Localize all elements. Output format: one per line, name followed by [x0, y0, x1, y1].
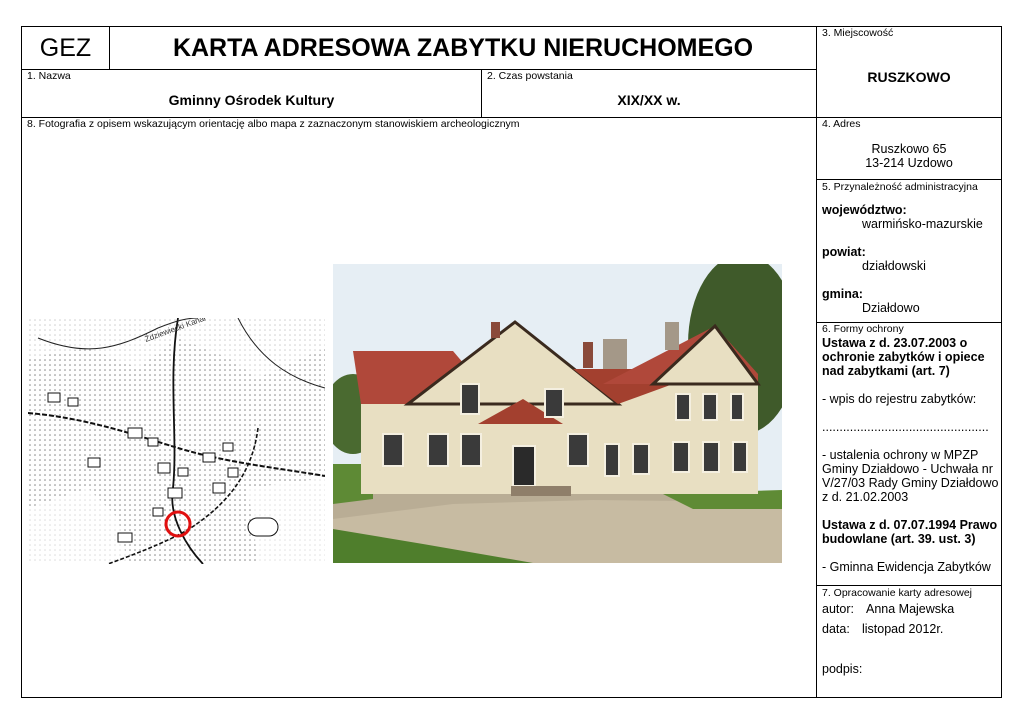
building-photo-drawing	[333, 264, 782, 563]
formy-ustawa-1-line-3: nad zabytkami (art. 7)	[822, 364, 950, 378]
podpis-label: podpis:	[822, 662, 863, 676]
powiat-value: działdowski	[862, 259, 926, 273]
divider-header-bottom	[21, 69, 817, 70]
autor-label: autor:	[822, 602, 854, 616]
field-formy-label: 6. Formy ochrony	[822, 323, 904, 335]
building-photo	[333, 264, 782, 563]
field-czas-value: XIX/XX w.	[617, 92, 681, 108]
powiat-label: powiat:	[822, 245, 866, 259]
formy-gez: - Gminna Ewidencja Zabytków	[822, 560, 991, 574]
field-opracowanie-label: 7. Opracowanie karty adresowej	[822, 587, 972, 599]
field-miejscowosc-label: 3. Miejscowość	[822, 27, 894, 39]
formy-ustawa-1-line-1: Ustawa z d. 23.07.2003 o	[822, 336, 968, 350]
autor-value: Anna Majewska	[866, 602, 955, 616]
formy-rejestr-dots: ................................................	[822, 420, 989, 434]
divider-right-4	[816, 179, 1002, 180]
formy-ustawa-2-line-2: budowlane (art. 39. ust. 3)	[822, 532, 976, 546]
map-canal-label: Ździewiecki Kanał	[143, 318, 207, 344]
frame-left	[21, 26, 22, 698]
address-line-1: Ruszkowo 65	[871, 142, 947, 156]
field-fotografia-label: 8. Fotografia z opisem wskazującym orientację albo mapa z zaznaczonym stanowiskiem archeologicznym	[27, 118, 520, 130]
formy-ustawa-1-line-2: ochronie zabytków i opiece	[822, 350, 985, 364]
formy-mpzp-line-1: - ustalenia ochrony w MPZP	[822, 448, 979, 462]
field-nazwa-value: Gminny Ośrodek Kultury	[168, 92, 335, 108]
wojewodztwo-label: województwo:	[822, 203, 907, 217]
formy-mpzp-line-3: V/27/03 Rady Gminy Działdowo	[822, 476, 999, 490]
data-label: data:	[822, 622, 850, 636]
card-title: KARTA ADRESOWA ZABYTKU NIERUCHOMEGO	[172, 33, 754, 62]
formy-rejestr: - wpis do rejestru zabytków:	[822, 392, 977, 406]
divider-main-vertical	[816, 26, 817, 698]
card-code: GEZ	[39, 33, 92, 62]
location-map	[28, 318, 325, 564]
formy-mpzp-line-4: z d. 21.02.2003	[822, 490, 909, 504]
gmina-label: gmina:	[822, 287, 863, 301]
field-czas-label: 2. Czas powstania	[487, 70, 573, 82]
formy-ustawa-2-line-1: Ustawa z d. 07.07.1994 Prawo	[822, 518, 998, 532]
formy-mpzp-line-2: Gminy Działdowo - Uchwała nr	[822, 462, 993, 476]
data-value: listopad 2012r.	[862, 622, 944, 636]
field-miejscowosc-value: RUSZKOWO	[867, 69, 951, 85]
field-adres-label: 4. Adres	[822, 118, 861, 130]
map-drawing	[28, 318, 325, 564]
wojewodztwo-value: warmińsko-mazurskie	[862, 217, 983, 231]
field-nazwa-label: 1. Nazwa	[27, 70, 71, 82]
frame-bottom	[21, 697, 1002, 698]
divider-right-6	[816, 585, 1002, 586]
field-przynaleznosc-label: 5. Przynależność administracyjna	[822, 181, 978, 193]
frame-right	[1001, 26, 1002, 698]
address-line-2: 13-214 Uzdowo	[865, 156, 953, 170]
gmina-value: Działdowo	[862, 301, 920, 315]
